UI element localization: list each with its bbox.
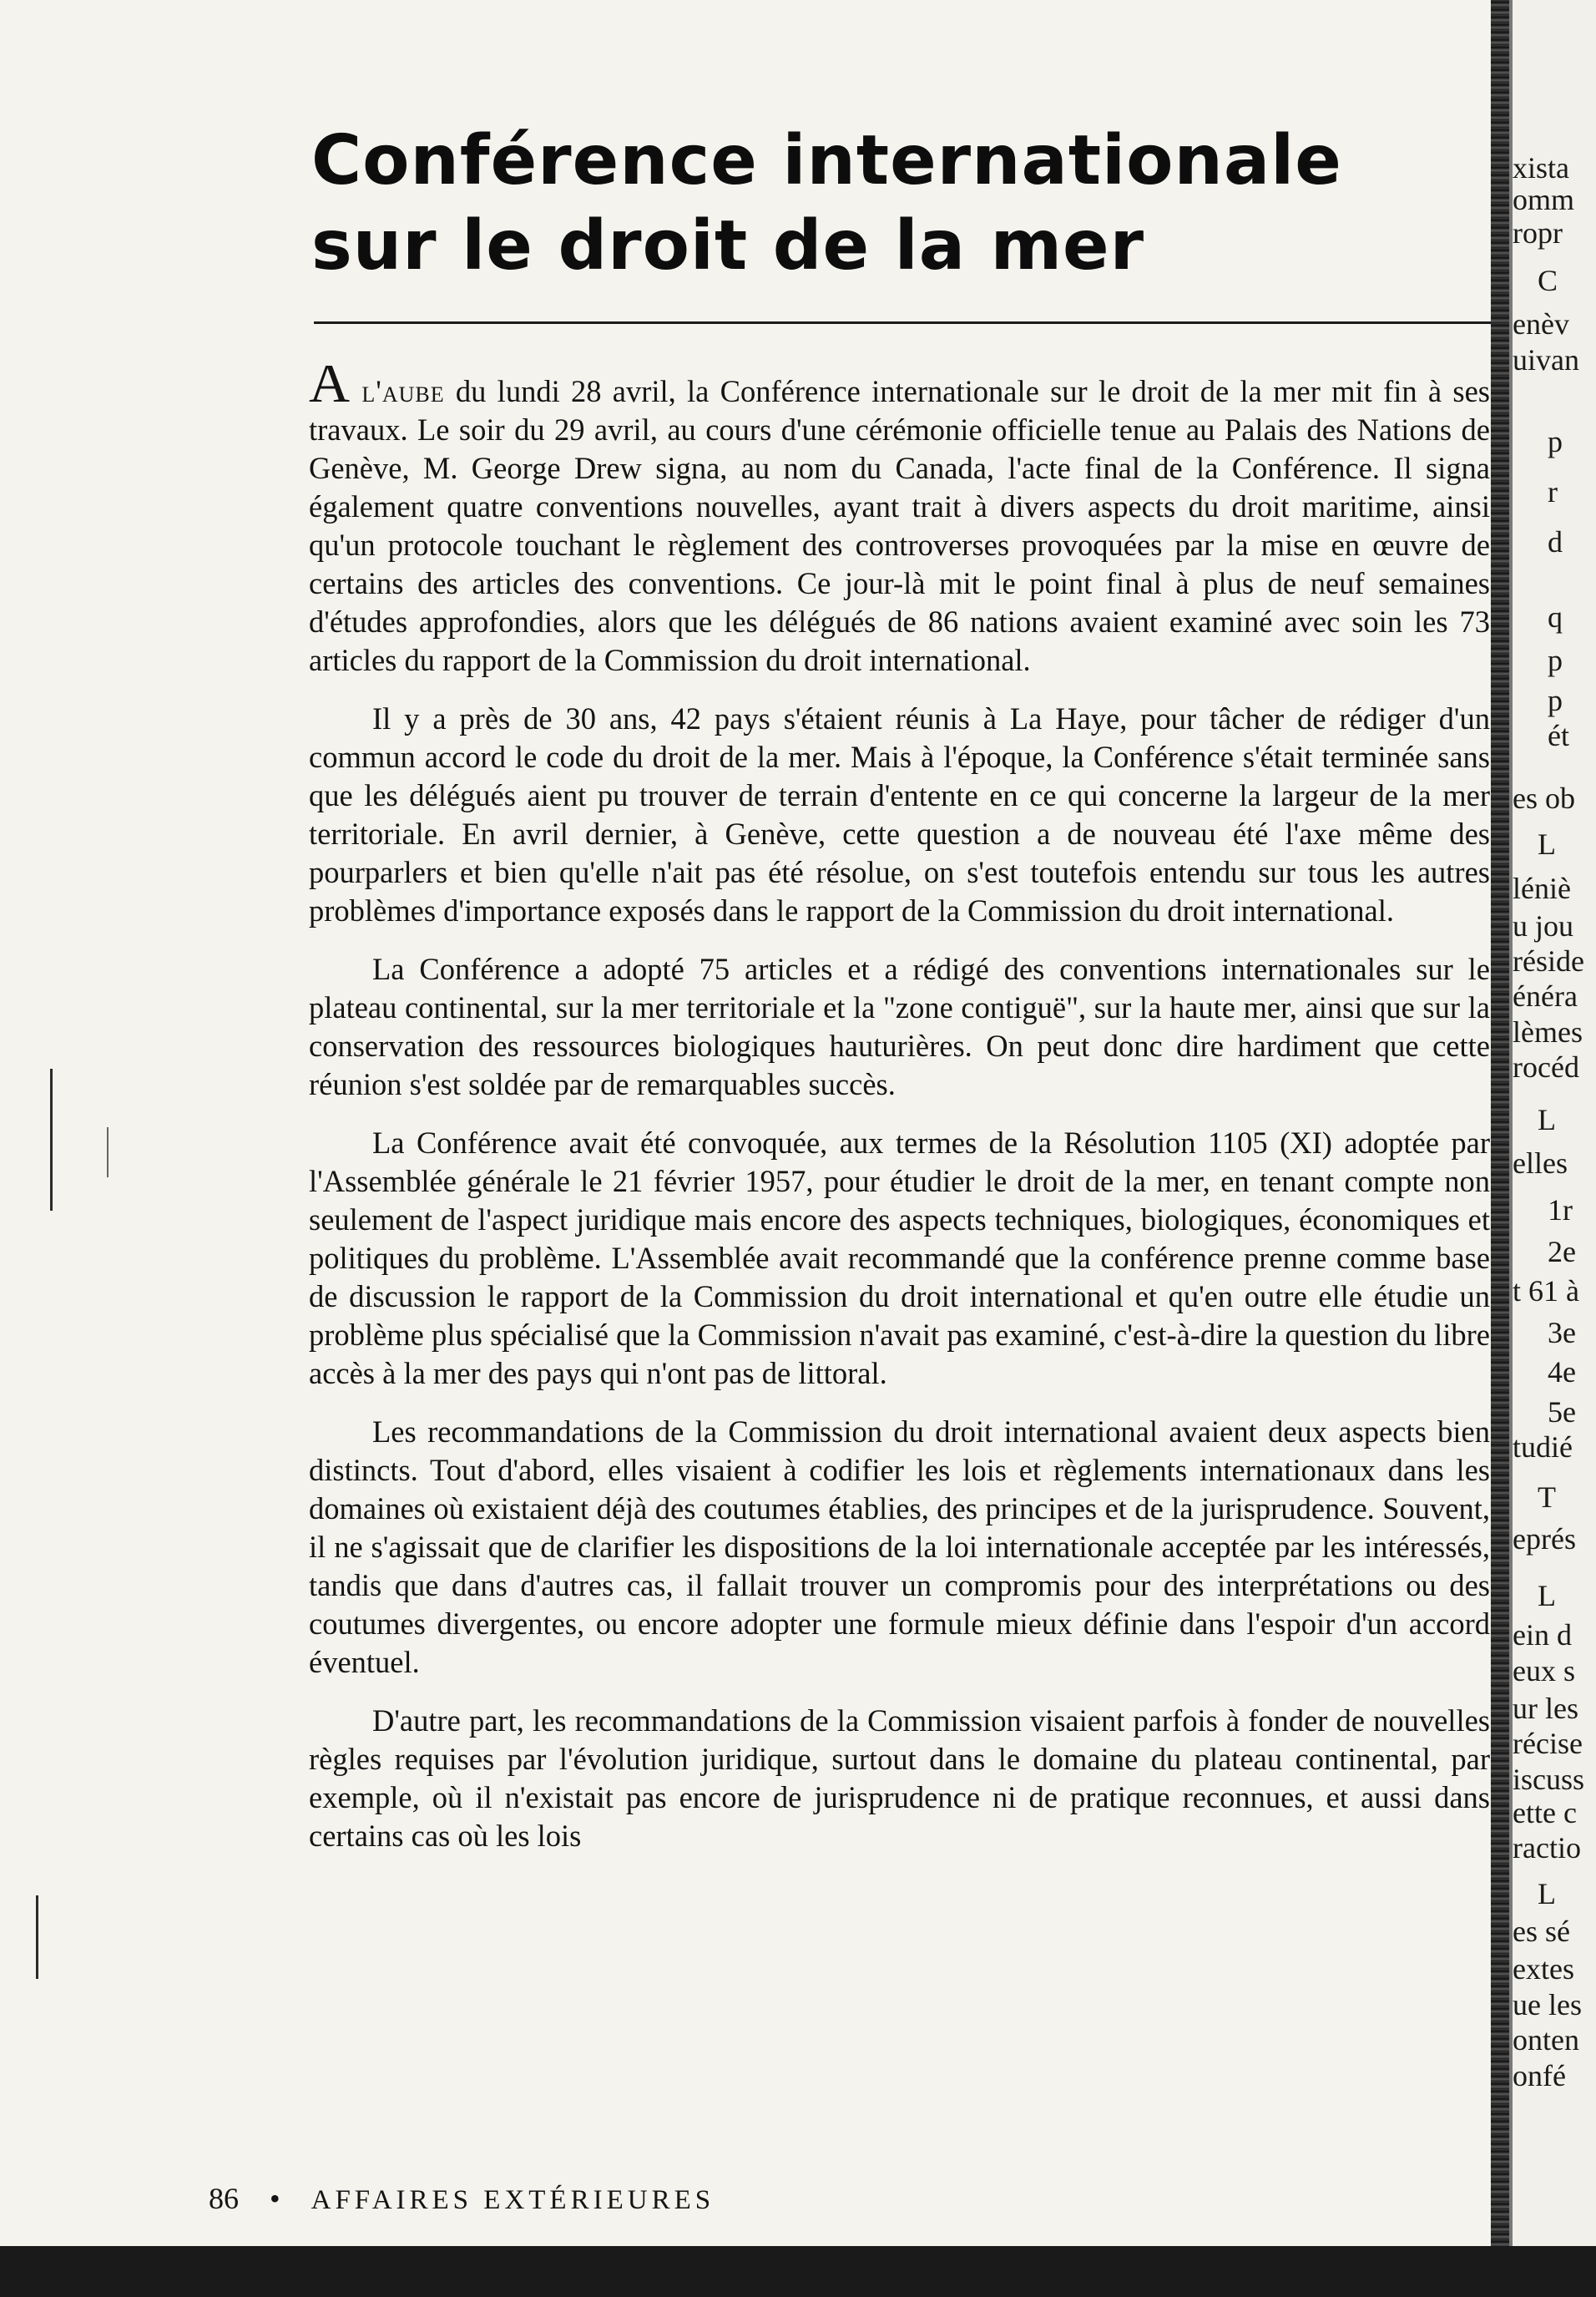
adjacent-page-text: ur les — [1513, 1692, 1578, 1725]
paragraph-1 — [309, 366, 1490, 680]
title-line-2: sur le droit de la mer — [311, 206, 1145, 286]
adjacent-page-text: lèmes — [1513, 1015, 1583, 1049]
margin-scan-mark — [107, 1127, 109, 1177]
adjacent-page-text: ein d — [1513, 1618, 1572, 1652]
adjacent-page-text: ropr — [1513, 216, 1563, 250]
adjacent-page-text: énéra — [1513, 979, 1578, 1013]
adjacent-page-text: enèv — [1513, 307, 1569, 341]
adjacent-page-text: q — [1548, 600, 1563, 634]
adjacent-page-text: elles — [1513, 1146, 1568, 1180]
paragraph-4: La Conférence avait été convoquée, aux termes de la Résolution 1105 (XI) adoptée par l'Assemblée générale le 21 février 1957, pour étudier le droit de la mer, en tenant compte non seulement de l'aspect juridique mais encore des aspects techniques, biologiques, économiques et politiques du problème. L'Assemblée avait recommandé que la conférence prenne comme base de discussion le rapport de la Commission du droit international et qu'en outre elle étudie un problème plus spécialisé que la Commission n'avait pas examiné, c'est-à-dire la question du libre accès à la mer des pays qui n'ont pas de littoral. — [309, 1126, 1490, 1390]
adjacent-page-text: C — [1538, 264, 1558, 297]
adjacent-page-text: réside — [1513, 944, 1584, 978]
margin-scan-mark — [50, 1069, 53, 1211]
adjacent-page-text: tudié — [1513, 1430, 1573, 1464]
adjacent-page-text: onten — [1513, 2023, 1579, 2057]
margin-scan-mark — [36, 1895, 38, 1979]
adjacent-page-text: récise — [1513, 1727, 1583, 1760]
adjacent-page-text: xista — [1513, 151, 1569, 185]
adjacent-page-text: eux s — [1513, 1654, 1575, 1687]
adjacent-page-text: onfé — [1513, 2059, 1566, 2092]
adjacent-page-text: L — [1538, 827, 1556, 861]
adjacent-page-text: 1r — [1548, 1193, 1573, 1227]
adjacent-page-text: rocéd — [1513, 1050, 1579, 1084]
adjacent-page-text: ét — [1548, 719, 1569, 752]
article-body — [309, 366, 1490, 2148]
paragraph-3: La Conférence a adopté 75 articles et a rédigé des conventions internationales sur le plateau continental, sur la mer territoriale et la "zone contiguë", sur la haute mer, ainsi que sur la conservation des ressources biologiques hauturières. On peut donc dire hardiment que cette réunion s'est soldée par de remarquables succès. — [309, 952, 1490, 1101]
adjacent-page-fragment — [1513, 0, 1596, 2246]
paragraph-1-text: du lundi 28 avril, la Conférence internationale sur le droit de la mer mit fin à ses travaux. Le soir du 29 avril, au cours d'une cérémonie officielle tenue au Palais des Nations de Genève, M. George Drew signa, au nom du Canada, l'acte final de la Conférence. Il signa également quatre conventions nouvelles, ayant trait à divers aspects du droit maritime, ainsi qu'un protocole touchant le règlement des controverses provoquées par la mise en œuvre de certains des articles des conventions. Ce jour-là mit le point final à plus de neuf semaines d'études approfondies, alors que les délégués de 86 nations avaient examiné avec soin les 73 articles du rapport de la Commission du droit international. — [309, 374, 1490, 677]
adjacent-page-text: 3e — [1548, 1316, 1576, 1349]
adjacent-page-text: es sé — [1513, 1915, 1570, 1948]
adjacent-page-text: u jou — [1513, 909, 1574, 943]
adjacent-page-text: T — [1538, 1480, 1556, 1514]
adjacent-page-text: ette c — [1513, 1796, 1577, 1829]
adjacent-page-text: iscuss — [1513, 1763, 1585, 1796]
adjacent-page-text: L — [1538, 1579, 1556, 1612]
page-footer — [209, 2180, 960, 2219]
adjacent-page-text: d — [1548, 525, 1563, 559]
title-line-1: Conférence internationale — [311, 121, 1342, 200]
paragraph-6: D'autre part, les recommandations de la Commission visaient parfois à fonder de nouvelles règles requises par l'évolution juridique, surtout dans le domaine du plateau continental, par exemple, où il n'existait pas encore de jurisprudence ni de pratique reconnues, et aussi dans certains cas où les lois — [309, 1703, 1490, 1853]
adjacent-page-text: eprés — [1513, 1522, 1576, 1556]
title-rule — [314, 321, 1496, 324]
adjacent-page-text: uivan — [1513, 343, 1579, 377]
adjacent-page-text: omm — [1513, 183, 1575, 216]
adjacent-page-text: t 61 à — [1513, 1274, 1579, 1308]
adjacent-page-text: 4e — [1548, 1355, 1576, 1389]
lead-in-smallcaps: l'aube — [350, 374, 445, 408]
adjacent-page-text: ue les — [1513, 1988, 1582, 2021]
footer-bullet: • — [270, 2182, 280, 2215]
adjacent-page-text: extes — [1513, 1952, 1574, 1986]
adjacent-page-text: léniè — [1513, 872, 1571, 905]
adjacent-page-text: L — [1538, 1877, 1556, 1910]
adjacent-page-text: ractio — [1513, 1831, 1581, 1864]
adjacent-page-text: 5e — [1548, 1395, 1576, 1429]
paragraph-2: Il y a près de 30 ans, 42 pays s'étaient réunis à La Haye, pour tâcher de rédiger d'un commun accord le code du droit de la mer. Mais à l'époque, la Conférence s'était terminée sans que les délégués aient pu trouver de terrain d'entente en ce qui concerne la largeur de la mer territoriale. En avril dernier, à Genève, cette question a de nouveau été l'axe même des pourparlers et bien qu'elle n'ait pas été résolue, on s'est toutefois entendu sur tous les autres problèmes d'importance exposés dans le rapport de la Commission du droit international. — [309, 701, 1490, 928]
adjacent-page-text: p — [1548, 644, 1563, 677]
scan-bottom-edge — [0, 2246, 1596, 2297]
adjacent-page-text: p — [1548, 425, 1563, 458]
drop-cap: A — [309, 366, 351, 414]
adjacent-page-text: 2e — [1548, 1235, 1576, 1268]
adjacent-page-text: p — [1548, 684, 1563, 717]
adjacent-page-text: r — [1548, 475, 1558, 508]
running-title: AFFAIRES EXTÉRIEURES — [311, 2185, 715, 2215]
adjacent-page-text: L — [1538, 1103, 1556, 1136]
article-title — [311, 119, 1396, 289]
adjacent-page-text: es ob — [1513, 782, 1575, 815]
binding-gutter — [1491, 0, 1511, 2297]
paragraph-5: Les recommandations de la Commission du droit international avaient deux aspects bien distincts. Tout d'abord, elles visaient à codifier les lois et règlements internationaux dans les domaines où existaient déjà des coutumes établies, des principes et de la jurisprudence. Souvent, il ne s'agissait que de clarifier les dispositions de la loi internationale acceptée par les intéressés, tandis que dans d'autres cas, il fallait trouver un compromis pour des interprétations ou des coutumes divergentes, ou encore adopter une formule mieux définie dans l'espoir d'un accord éventuel. — [309, 1414, 1490, 1679]
page-number: 86 — [209, 2182, 239, 2215]
